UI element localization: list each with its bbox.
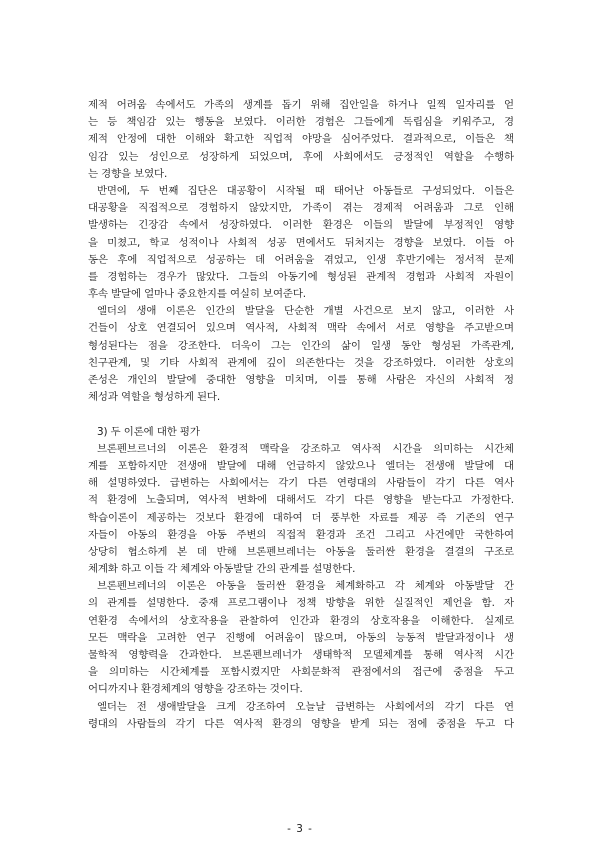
text-line: 존성은 개인의 발달에 중대한 영향을 미치며, 이를 통해 사람은 자신의 사회적 정 [88,374,514,386]
text-line: 령대의 사람들의 각기 다른 역사적 환경의 영향을 받게 되는 점에 중점을 두고 다 [88,717,514,730]
text-line: 해 설명하였다. 급변하는 사회에서는 각기 다른 연령대의 사람들이 각기 다른 역사 [88,477,514,490]
section-heading: 3) 두 이론에 대한 평가 [97,425,200,438]
text-line: 학습이론이 제공하는 것보다 환경에 대하여 더 풍부한 자료를 제공 즉 기존의 연구 [88,511,514,524]
text-line: 어디까지나 환경체계의 영향을 강조하는 것이다. [88,683,303,696]
text-line: 후속 발달에 얼마나 중요한지를 여실히 보여준다. [88,288,306,301]
text-line: 는 등 책임감 있는 행동을 보였다. 이러한 경험은 그들에게 독립심을 키워주고, 경 [88,116,514,129]
text-line: 을 미쳤고, 학교 성적이나 사회적 성공 면에서도 뒤처지는 경향을 보였다. 이들 아 [88,236,514,249]
text-line: 건들이 상호 연결되어 있으며 역사적, 사회적 맥락 속에서 서로 영향을 주고받으며 [88,322,514,335]
text-line: 동은 후에 직업적으로 성공하는 데 어려움을 겪었고, 인생 후반기에는 정서적 문제 [88,253,514,266]
text-line: 엘더는 전 생애발달을 크게 강조하여 오늘날 급변하는 사회에서의 각기 다른 연 [97,700,514,713]
text-line: 모든 맥락을 고려한 연구 진행에 어려움이 많으며, 아동의 능동적 발달과정이나 생 [88,631,514,644]
text-line: 는 경향을 보였다. [88,167,168,180]
text-line: 연환경 속에서의 상호작용을 관찰하여 인간과 환경의 상호작용을 이해한다. 실제로 [88,614,514,627]
paragraph [88,97,514,183]
text-line: 을 의미하는 시간체계를 포함시켰지만 사회문화적 관점에서의 접근에 중점을 두고 [88,666,514,679]
text-line: 친구관계, 및 기타 사회적 관계에 깊이 의존한다는 것을 강조하였다. 이러한 상호의 [88,356,514,369]
text-line: 적 환경에 노출되며, 역사적 변화에 대해서도 각기 다른 영향을 받는다고 가정한다. [88,494,514,507]
text-line: 를 경험하는 경우가 많았다. 그들의 아동기에 형성된 관계적 경험과 사회적 자원이 [88,270,514,283]
text-line: 제적 안정에 대한 이해와 확고한 직업적 야망을 심어주었다. 결과적으로, 이들은 책 [88,133,514,146]
text-line: 계를 포함하지만 전생애 발달에 대해 언급하지 않았으나 엘더는 전생애 발달에 대 [88,459,514,472]
text-line: 엘더의 생애 이론은 인간의 발달을 단순한 개별 사건으로 보지 않고, 이러한 사 [97,305,514,318]
text-line: 상당히 협소하게 본 데 반해 브론펜브레너는 아동을 둘러싼 환경을 결결의 구조로 [88,545,514,558]
text-line: 체성과 역할을 형성하게 된다. [88,391,221,404]
paragraph [88,441,514,579]
text-line: 임감 있는 성인으로 성장하게 되었으며, 후에 사회에서도 긍정적인 역할을 수행하 [88,150,514,163]
text-line: 의 관계를 설명한다. 중재 프로그램이나 정책 방향을 위한 실질적인 제언을 함. 자 [88,597,514,610]
text-line: 물학적 영향력을 간과한다. 브론펜브레너가 생태학적 모델체계를 통해 역사적 시간 [88,649,514,661]
paragraph-spacer [88,406,514,423]
text-line: 브론펜브레너의 이론은 아동을 둘러싼 환경을 체계화하고 각 체계와 아동발달 간 [97,580,514,593]
document-body [88,97,514,733]
text-line: 발생하는 긴장감 속에서 성장하였다. 이러한 환경은 이들의 발달에 부정적인 영향 [88,219,514,232]
text-line: 대공황을 직접적으로 경험하지 않았지만, 가족이 겪는 경제적 어려움과 그로 인해 [88,202,514,215]
text-line: 제적 어려움 속에서도 가족의 생계를 돕기 위해 집안일을 하거나 일찍 일자리를 얻 [88,99,514,111]
paragraph [88,183,514,303]
text-line: 브론펜브르너의 이론은 환경적 맥락을 강조하고 역사적 시간을 의미하는 시간체 [97,442,514,455]
page-number: - 3 - [287,823,313,835]
text-line: 체계화 하고 이들 각 체계와 아동발달 간의 관계를 설명한다. [88,563,356,576]
paragraph [88,303,514,406]
text-line: 형성된다는 점을 강조한다. 더욱이 그는 인간의 삶이 일생 동안 형성된 가족관계, [88,339,514,352]
text-line: 자들이 아동의 환경을 아동 주변의 직접적 환경과 조건 그리고 사건에만 국한하여 [88,528,514,541]
paragraph [88,578,514,698]
text-line: 반면에, 두 번째 집단은 대공황이 시작될 때 태어난 아동들로 구성되었다. 이들은 [97,184,514,197]
paragraph [88,699,514,733]
